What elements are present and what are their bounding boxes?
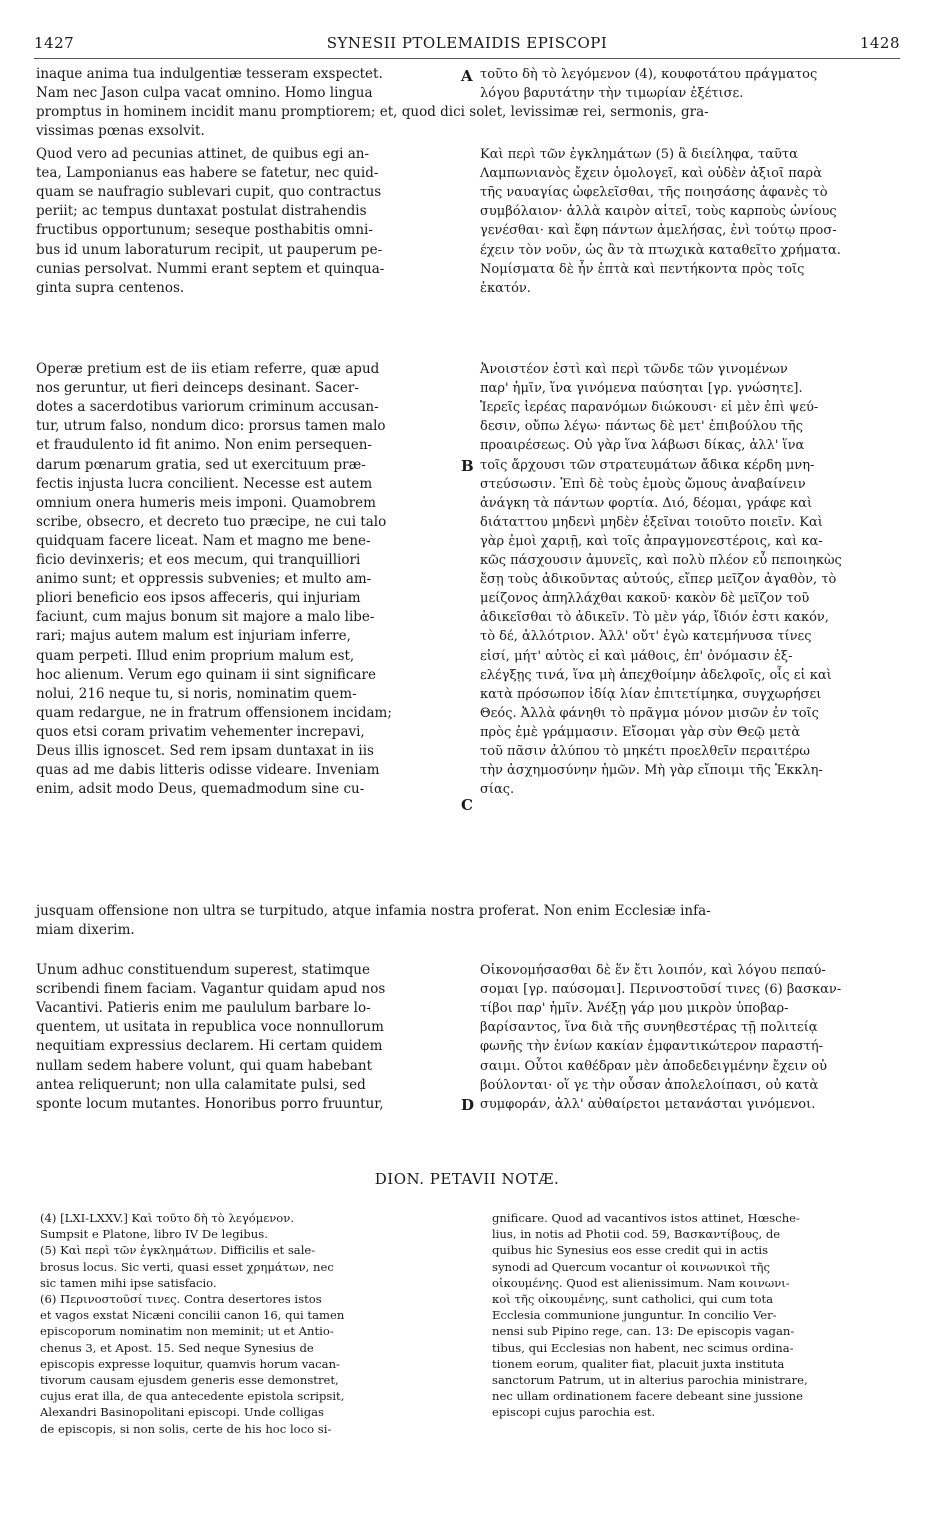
greek-line: συμφοράν, ἀλλ' αὐθαίρετοι μετανάσται γινόμενοι. xyxy=(480,1096,816,1112)
margin-marker: A xyxy=(461,67,473,85)
note-line: sanctorum Patrum, ut in alterius parochia ministrare, xyxy=(492,1373,808,1387)
latin-line: quam redargue, ne in fratrum offensionem incidam; xyxy=(36,704,392,721)
note-line: nensi sub Pipino rege, can. 13: De episcopis vagan- xyxy=(492,1324,795,1339)
note-line: οἰκουμένης. Quod est alienissimum. Nam κοινωνι- xyxy=(492,1275,790,1290)
note-line: nec ullam ordinationem facere debeant sine jussione xyxy=(492,1389,803,1404)
latin-line: ficio devinxeris; et eos mecum, qui tranquilliori xyxy=(36,552,361,568)
latin-line: darum pœnarum gratia, sed ut exercituum præ- xyxy=(36,456,366,473)
note-line: episcoporum nominatim non meminit; ut et Antio- xyxy=(40,1324,334,1339)
latin-line: Quod vero ad pecunias attinet, de quibus egi an- xyxy=(36,146,370,162)
latin-line: nos geruntur, ut fieri deinceps desinant. Sacer- xyxy=(36,380,359,397)
latin-line: Nam nec Jason culpa vacat omnino. Homo lingua xyxy=(36,85,373,102)
latin-line: scribendi finem faciam. Vagantur quidam apud nos xyxy=(36,981,386,998)
greek-line: ελέγξῃς τινά, ἵνα μὴ ἀπεχθοίμην ἀδελφοῖς, οἷς εἰ καὶ xyxy=(480,667,832,683)
full-width-line: vissimas pœnas exsolvit. xyxy=(36,123,205,139)
greek-line: ἀνάγκη τὰ πάντων φορτία. Διό, δέομαι, γράφε καὶ xyxy=(480,495,813,511)
latin-line: inaque anima tua indulgentiæ tesseram exspectet. xyxy=(36,66,383,82)
latin-line: cunias persolvat. Nummi erant septem et quinqua- xyxy=(36,260,385,277)
notes-title: DION. PETAVII NOTÆ. xyxy=(374,1170,560,1188)
latin-line: tea, Lamponianus eas habere se fatetur, nec quid- xyxy=(36,165,379,182)
latin-line: quam se naufragio sublevari cupit, quo contractus xyxy=(36,184,382,201)
greek-line: μείζονος ἀπηλλάχθαι κακοῦ· κακὸν δὲ μεῖζον τοῦ xyxy=(480,591,810,607)
latin-line: ginta supra centenos. xyxy=(36,279,185,296)
note-line: brosus locus. Sic verti, quasi esset χρημάτων, nec xyxy=(40,1259,334,1274)
greek-line: τὴν ἀσχημοσύνην ἡμῶν. Μὴ γὰρ εἴποιμι τῆς Ἐκκλη- xyxy=(480,763,823,779)
latin-line: enim, adsit modo Deus, quemadmodum sine cu- xyxy=(36,781,365,798)
greek-line: διάταττου μηδενὶ μηδὲν ἐξεῖναι τοιοῦτο ποιεῖν. Καὶ xyxy=(480,514,823,530)
latin-line: nequitiam expressius declarem. Hi certam quidem xyxy=(36,1038,383,1055)
greek-line: φωνῆς τὴν ἐνίων κακίαν ἐμφαντικώτερον παραστή- xyxy=(480,1039,824,1055)
greek-line: τίβοι παρ' ἡμῖν. Ἀνέξῃ γάρ μου μικρὸν ὑποβαρ- xyxy=(480,1001,789,1017)
latin-line: antea reliquerunt; non ulla calamitate pulsi, sed xyxy=(36,1076,366,1093)
margin-marker: C xyxy=(461,796,473,814)
latin-line: tur, utrum falso, nondum dico: prorsus tamen malo xyxy=(36,418,386,435)
greek-line: τοῖς ἄρχουσι τῶν στρατευμάτων ἄδικα κέρδη μνη- xyxy=(480,457,815,473)
latin-line: Unum adhuc constituendum superest, statimque xyxy=(36,962,370,978)
latin-line: periit; ac tempus duntaxat postulat distrahendis xyxy=(36,203,367,220)
note-line: synodi ad Quercum vocantur οἱ κοινωνικοὶ τῆς xyxy=(492,1259,770,1274)
latin-line: et fraudulento id fit animo. Non enim persequen- xyxy=(36,437,372,454)
latin-line: scribe, obsecro, et decreto tuo præcipe, ne cui talo xyxy=(36,513,387,530)
page-number-left: 1427 xyxy=(34,34,75,52)
note-line: et vagos exstat Nicæni concilii canon 16, qui tamen xyxy=(40,1308,345,1323)
latin-line: sponte locum mutantes. Honoribus porro fruuntur, xyxy=(36,1095,384,1112)
latin-line: quidquam facere liceat. Nam et magno me bene- xyxy=(36,532,371,549)
greek-line: τῆς ναυαγίας ὠφελεῖσθαι, τῆς ποιησάσης ἀφανὲς τὸ xyxy=(480,185,828,201)
note-line: de episcopis, si non solis, certe de his hoc loco si- xyxy=(40,1421,332,1436)
note-line: episcopi cujus parochia est. xyxy=(492,1405,656,1420)
latin-line: hoc alienum. Verum ego quinam ii sint significare xyxy=(36,666,376,683)
greek-line: σίας. xyxy=(480,782,515,798)
latin-line: omnium onera humeris meis imponi. Quamobrem xyxy=(36,494,376,511)
full-width-line: miam dixerim. xyxy=(36,922,135,938)
note-line: (4) [LXI-LXXV.] Καὶ τοῦτο δὴ τὸ λεγόμενον. xyxy=(40,1211,295,1225)
latin-line: Vacantivi. Patieris enim me paululum barbare lo- xyxy=(36,1000,371,1017)
greek-line: τοῦ πᾶσιν ἀλύπου τὸ μηκέτι προελθεῖν περαιτέρω xyxy=(480,744,811,759)
latin-line: quas ad me dabis litteris odisse videare. Inveniam xyxy=(36,762,380,779)
latin-line: fectis injusta lucra concilient. Necesse est autem xyxy=(36,475,373,492)
latin-line: animo sunt; et oppressis subvenies; et multo am- xyxy=(36,571,372,588)
note-line: (5) Καὶ περὶ τῶν ἐγκλημάτων. Difficilis et sale- xyxy=(40,1243,316,1258)
greek-line: ἔσῃ τοὺς ἀδικοῦντας αὐτούς, εἴπερ μεῖζον ἀγαθὸν, τὸ xyxy=(480,572,837,588)
greek-line: έχειν τὸν νοῦν, ὡς ἂν τὰ πτωχικὰ καταθεῖτο χρήματα. xyxy=(480,242,841,258)
greek-line: Οἰκονομήσασθαι δὲ ἕν ἔτι λοιπόν, καὶ λόγου πεπαύ- xyxy=(480,963,826,978)
latin-line: quos etsi coram privatim vehementer increpavi, xyxy=(36,723,365,740)
full-width-line: promptus in hominem incidit manu promptiorem; et, quod dici solet, levissimæ rei, sermonis, gra- xyxy=(36,104,709,120)
latin-line: rari; majus autem malum est injuriam inferre, xyxy=(36,628,351,645)
note-line: κοὶ τῆς οἰκουμένης, sunt catholici, qui cum tota xyxy=(492,1292,774,1306)
latin-line: quentem, ut usitata in republica voce nonnullorum xyxy=(36,1019,384,1036)
greek-line: κῶς πάσχουσιν ἀμυνεῖς, καὶ πολὺ πλέον εὖ πεποιηκὼς xyxy=(480,553,842,568)
latin-line: nolui, 216 neque tu, si noris, nominatim quem- xyxy=(36,685,357,702)
full-width-line: jusquam offensione non ultra se turpitudo, atque infamia nostra proferat. Non enim Ecclesiæ infa- xyxy=(36,903,711,919)
latin-line: Deus illis ignoscet. Sed rem ipsam duntaxat in iis xyxy=(36,743,374,759)
greek-line: δεσιν, οὔπω λέγω· πάντως δὲ μετ' ἐπιβούλου τῆς xyxy=(480,419,803,435)
greek-line: βαρίσαντος, ἵνα διὰ τῆς συνηθεστέρας τῇ πολιτείᾳ xyxy=(480,1020,818,1036)
note-line: quibus hic Synesius eos esse credit qui in actis xyxy=(492,1243,769,1258)
note-line: Ecclesia communione junguntur. In concilio Ver- xyxy=(492,1308,777,1323)
greek-line: σομαι [γρ. παύσομαι]. Περινοστοῦσί τινες (6) βασκαν- xyxy=(480,982,842,998)
running-title: SYNESII PTOLEMAIDIS EPISCOPI xyxy=(326,34,608,52)
greek-line: γὰρ ἐμοὶ χαριῇ, καὶ τοῖς ἀπραγμονεστέροις, καὶ κα- xyxy=(480,533,823,549)
latin-line: quam perpeti. Illud enim proprium malum est, xyxy=(36,647,355,664)
latin-line: bus id unum laboraturum recipit, ut pauperum pe- xyxy=(36,241,383,258)
latin-line: faciunt, cum majus bonum sit majore a malo libe- xyxy=(36,609,375,626)
greek-line: γενέσθαι· καὶ ἔφη πάντων ἀμελήσας, ἐνὶ τούτῳ προσ- xyxy=(480,223,837,239)
greek-line: σαιμι. Οὗτοι καθέδραν μὲν ἀποδεδειγμένην ἔχειν οὐ xyxy=(480,1058,828,1074)
greek-line: συμβόλαιον· ἀλλὰ καιρὸν αἰτεῖ, τοὺς καρποὺς ὠνίους xyxy=(480,204,837,220)
note-line: lius, in notis ad Photii cod. 59, Βασκαντίβους, de xyxy=(492,1227,781,1242)
note-line: tivorum causam ejusdem generis esse demonstret, xyxy=(40,1373,339,1387)
latin-line: dotes a sacerdotibus variorum criminum accusan- xyxy=(36,399,379,416)
margin-marker: D xyxy=(461,1096,475,1114)
greek-line: Νομίσματα δὲ ἦν ἑπτὰ καὶ πεντήκοντα πρὸς τοῖς xyxy=(480,261,805,277)
greek-line: ἑκατόν. xyxy=(480,280,531,296)
latin-line: pliori beneficio eos ipsos affeceris, qui injuriam xyxy=(36,590,361,607)
greek-line: Λαμπωνιανὸς ἔχειν ὁμολογεῖ, καὶ οὐδὲν ἀξιοῖ παρὰ xyxy=(480,166,822,182)
note-line: chenus 3, et Apost. 15. Sed neque Synesius de xyxy=(40,1340,314,1355)
latin-line: nullam sedem habere volunt, qui quam habebant xyxy=(36,1057,372,1074)
greek-line: Ἱερεῖς ἱερέας παρανόμων διώκουσι· εἰ μὲν ἐπὶ ψεύ- xyxy=(480,400,819,416)
greek-line: τοῦτο δὴ τὸ λεγόμενον (4), κουφοτάτου πράγματος xyxy=(480,67,818,82)
greek-line: Θεός. Ἀλλὰ φάνηθι τὸ πρᾶγμα μόνον μισῶν ἐν τοῖς xyxy=(480,705,819,721)
margin-marker: B xyxy=(461,457,474,475)
note-line: tibus, qui Ecclesias non habent, nec scimus ordina- xyxy=(492,1340,794,1355)
greek-line: προαιρέσεως. Οὐ γὰρ ἵνα λάβωσι δίκας, ἀλλ' ἵνα xyxy=(480,438,805,454)
greek-line: Καὶ περὶ τῶν ἐγκλημάτων (5) ἃ διείληφα, ταῦτα xyxy=(480,147,798,162)
greek-line: παρ' ἡμῖν, ἵνα γινόμενα παύσηται [γρ. γνώσητε]. xyxy=(480,381,803,397)
greek-line: εἰσί, μήτ' αὐτὸς εἰ καὶ μάθοις, ἐπ' ὀνόμασιν ἐξ- xyxy=(480,648,793,664)
note-line: gnificare. Quod ad vacantivos istos attinet, Hœsche- xyxy=(492,1211,800,1225)
note-line: Sumpsit e Platone, libro IV De legibus. xyxy=(40,1227,268,1242)
greek-line: βούλονται· οἵ γε τὴν οὖσαν ἀπολελοίπασι, οὐ κατὰ xyxy=(480,1077,819,1093)
greek-line: στεύσωσιν. Ἐπὶ δὲ τοὺς ἐμοὺς ὤμους ἀναβαίνειν xyxy=(480,476,806,492)
page-number-right: 1428 xyxy=(859,34,900,52)
greek-line: λόγου βαρυτάτην τὴν τιμωρίαν ἐξέτισε. xyxy=(480,86,744,102)
greek-line: πρὸς ἐμὲ γράμμασιν. Εἴσομαι γὰρ σὺν Θεῷ μετὰ xyxy=(480,724,801,740)
note-line: Alexandri Basinopolitani episcopi. Unde colligas xyxy=(40,1405,325,1420)
note-line: cujus erat illa, de qua antecedente epistola scripsit, xyxy=(40,1389,345,1404)
note-line: (6) Περινοστοῦσί τινες. Contra desertores istos xyxy=(40,1292,322,1306)
latin-line: Operæ pretium est de iis etiam referre, quæ apud xyxy=(36,361,380,377)
greek-line: ἀδικεῖσθαι τὸ ἀδικεῖν. Τὸ μὲν γάρ, ἴδιόν ἐστι κακόν, xyxy=(480,610,829,626)
latin-line: fructibus opportunum; seseque posthabitis omni- xyxy=(36,222,373,239)
note-line: episcopis expresse loquitur, quamvis horum vacan- xyxy=(40,1356,340,1371)
note-line: tionem eorum, qualiter fiat, placuit juxta instituta xyxy=(492,1356,785,1371)
greek-line: Ἀνοιστέον ἐστὶ καὶ περὶ τῶνδε τῶν γινομένων xyxy=(480,362,788,377)
greek-line: τὸ δέ, ἀλλότριον. Ἀλλ' οὔτ' ἐγὼ κατεμήνυσα τίνες xyxy=(480,629,812,645)
greek-line: κατὰ πρόσωπον ἰδίᾳ λίαν ἐπιτετίμηκα, συγχωρήσει xyxy=(480,686,822,702)
note-line: sic tamen mihi ipse satisfacio. xyxy=(40,1275,217,1290)
